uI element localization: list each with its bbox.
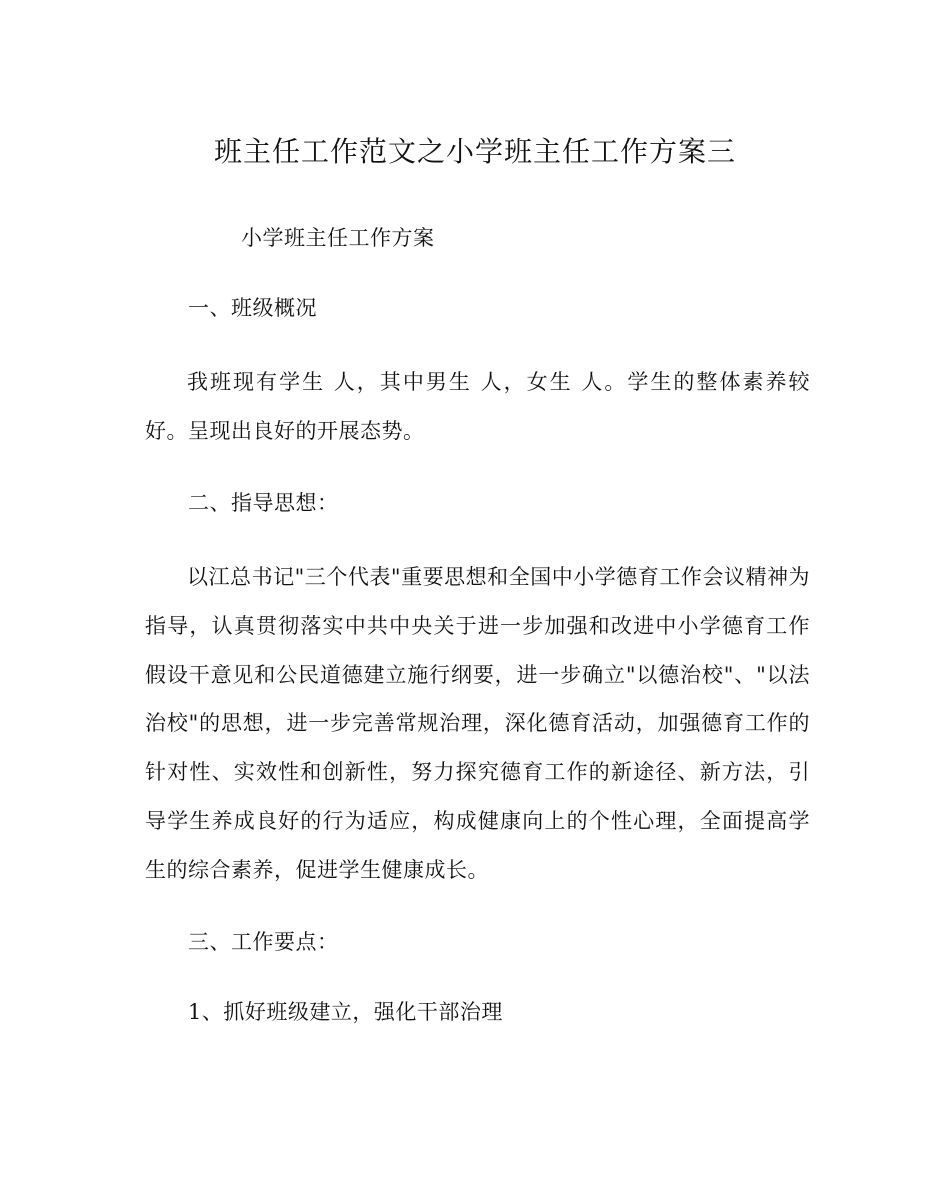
section-paragraph-class-overview: 我班现有学生 人，其中男生 人，女生 人。学生的整体素养较好。呈现出良好的开展态势。 bbox=[145, 370, 810, 443]
document-title: 班主任工作范文之小学班主任工作方案三 bbox=[213, 135, 736, 168]
section-heading-work-points: 三、工作要点： bbox=[188, 930, 339, 954]
document-subtitle: 小学班主任工作方案 bbox=[241, 226, 435, 250]
section-subheading-class-building: 1、抓好班级建立，强化干部治理 bbox=[188, 1000, 503, 1024]
section-heading-guiding-thought: 二、指导思想： bbox=[188, 491, 339, 515]
section-heading-class-overview: 一、班级概况 bbox=[188, 296, 317, 320]
section-paragraph-guiding-thought: 以江总书记"三个代表"重要思想和全国中小学德育工作会议精神为指导，认真贯彻落实中共中央关于进一步加强和改进中小学德育工作假设干意见和公民道德建立施行纲要，进一步确立"以德治校"、"以法治校"的思想，进一步完善常规治理，深化德育活动，加强德育工作的针对性、实效性和创新性，努力探究德育工作的新途径、新方法，引导学生养成良好的行为适应，构成健康向上的个性心理，全面提高学生的综合素养，促进学生健康成长。 bbox=[145, 565, 810, 882]
